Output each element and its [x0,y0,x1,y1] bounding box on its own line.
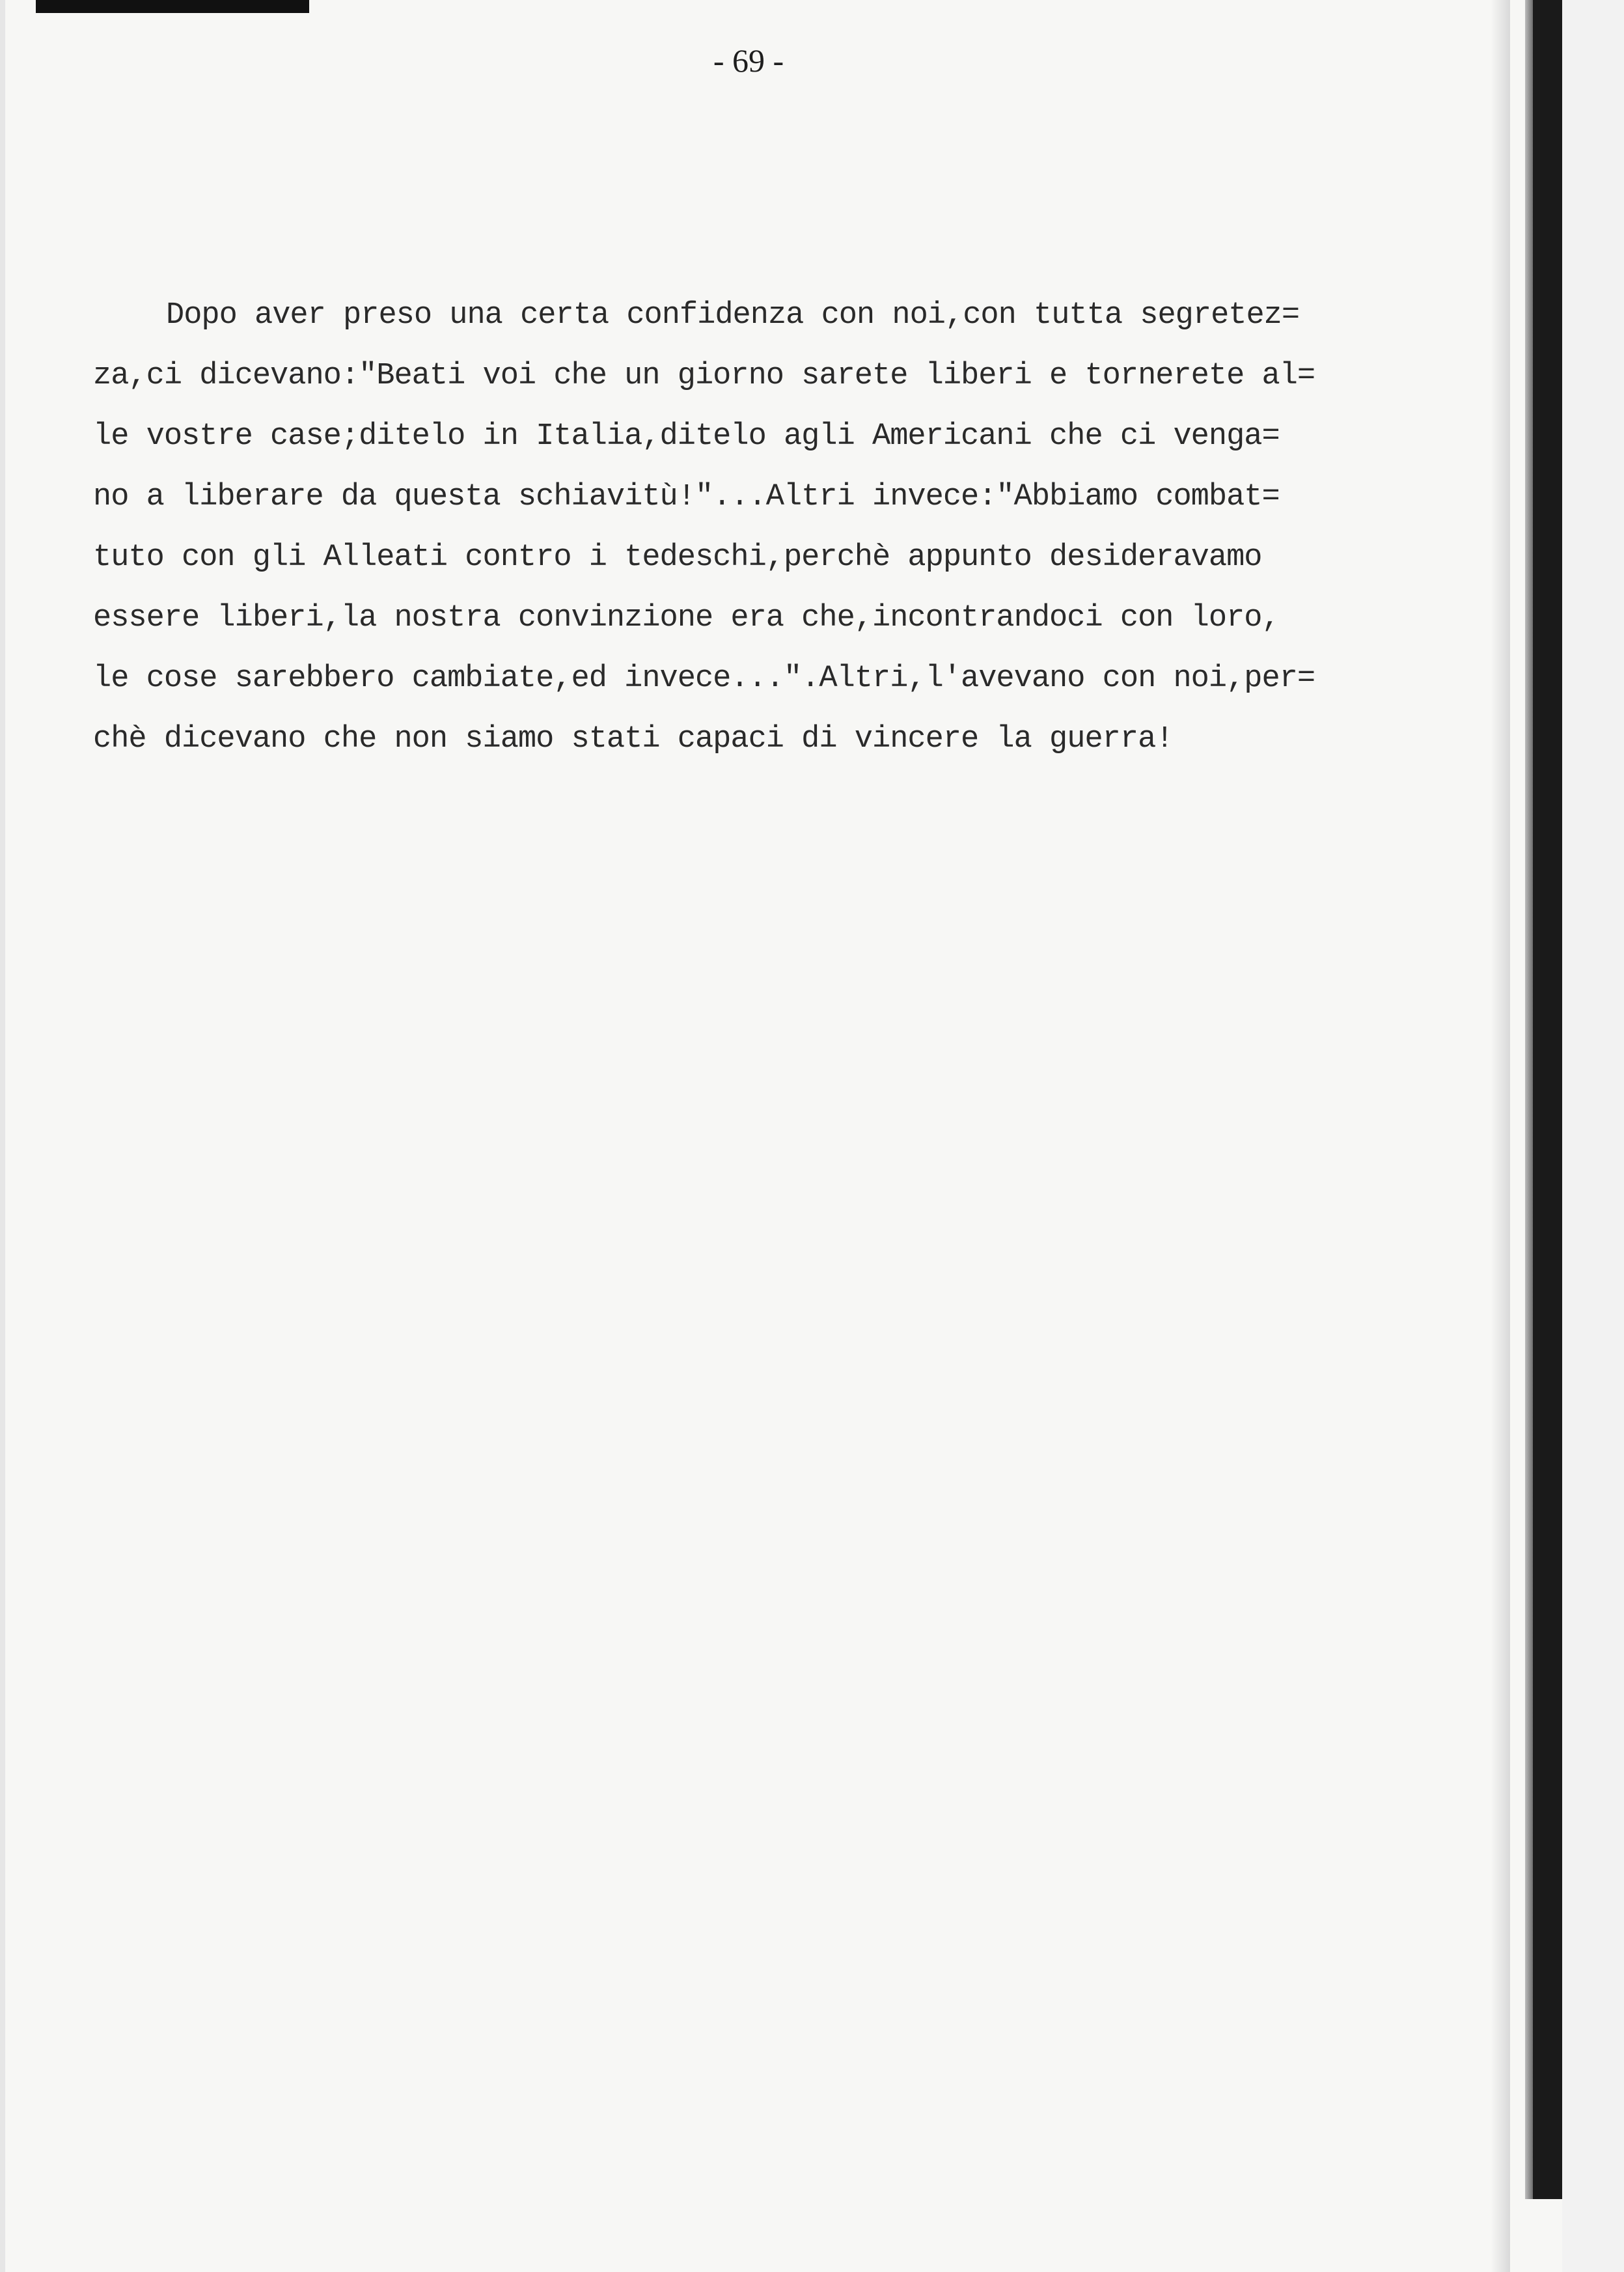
outer-margin [1562,0,1624,2272]
typewritten-paragraph [93,285,1499,769]
left-page-edge [0,0,5,2272]
top-scan-shadow [36,0,309,13]
page-number: - 69 - [713,42,784,79]
text-line: essere liberi,la nostra convinzione era che,incontrandoci con loro, [93,601,1280,635]
text-line: Dopo aver preso una certa confidenza con noi,con tutta segretez= [166,298,1300,333]
text-line: le vostre case;ditelo in Italia,ditelo agli Americani che ci venga= [93,419,1280,454]
binding-gradient [1525,0,1533,2199]
text-line: za,ci dicevano:"Beati voi che un giorno sarete liberi e tornerete al= [93,359,1315,393]
text-line: chè dicevano che non siamo stati capaci di vincere la guerra! [93,722,1174,756]
binding-edge [1533,0,1562,2199]
text-line: le cose sarebbero cambiate,ed invece...".Altri,l'avevano con noi,per= [93,661,1315,696]
text-line: tuto con gli Alleati contro i tedeschi,perchè appunto desideravamo [93,540,1262,575]
text-line: no a liberare da questa schiavitù!"...Altri invece:"Abbiamo combat= [93,480,1280,514]
